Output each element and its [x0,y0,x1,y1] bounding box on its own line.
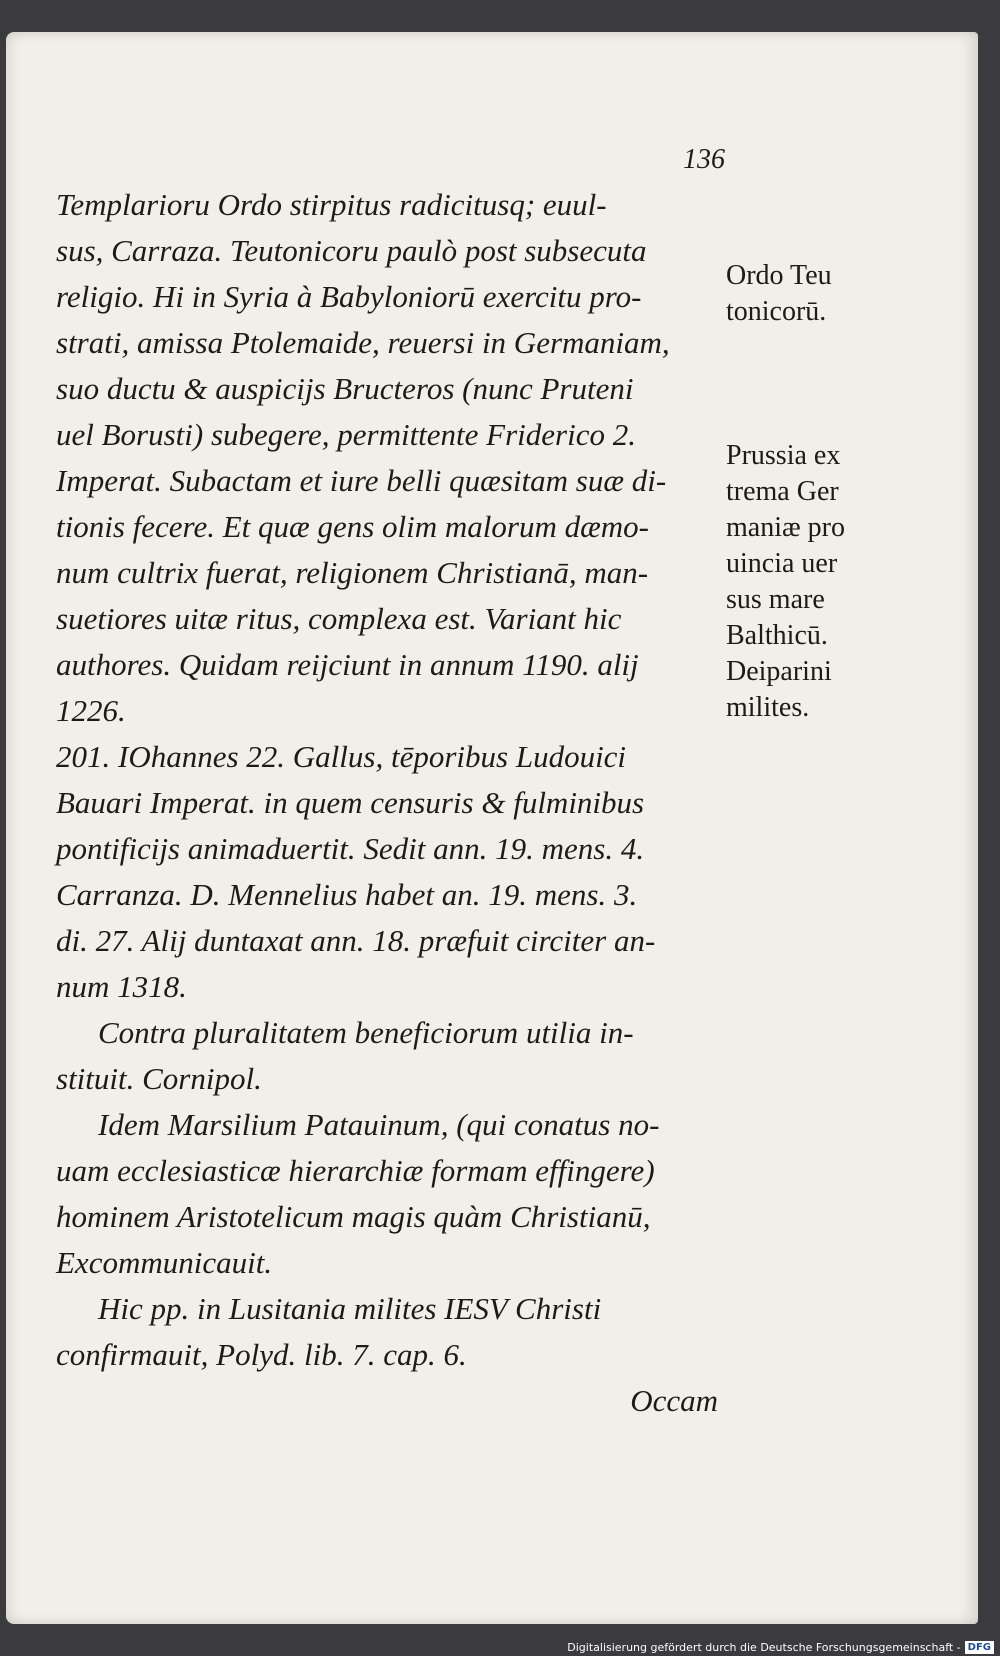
text-line: Hic pp. in Lusitania milites IESV Christi [98,1291,602,1326]
text-line: hominem Aristotelicum magis quàm Christianū, [56,1199,651,1234]
margin-note-line: sus mare [726,584,825,615]
margin-note-line: maniæ pro [726,512,845,543]
text-line: uel Borusti) subegere, permittente Friderico 2. [56,417,636,452]
text-line: Imperat. Subactam et iure belli quæsitam suæ di- [56,463,667,498]
text-line: Carranza. D. Mennelius habet an. 19. mens. 3. [56,877,638,912]
text-line: uam ecclesiasticæ hierarchiæ formam effingere) [56,1153,655,1188]
catchword: Occam [630,1383,718,1418]
text-line: confirmauit, Polyd. lib. 7. cap. 6. [56,1337,467,1372]
margin-note-teutonic-order [726,258,886,330]
margin-note-line: milites. [726,692,810,723]
text-line: suetiores uitæ ritus, complexa est. Variant hic [56,601,622,636]
text-line: num 1318. [56,969,187,1004]
margin-note-line: Deiparini [726,656,832,687]
text-line: Bauari Imperat. in quem censuris & fulminibus [56,785,645,820]
text-line: num cultrix fuerat, religionem Christianā, man- [56,555,649,590]
dfg-logo: DFG [965,1641,994,1654]
text-line: 1226. [56,693,126,728]
text-line: tionis fecere. Et quæ gens olim malorum dæmo- [56,509,649,544]
credit-text: Digitalisierung gefördert durch die Deutsche Forschungsgemeinschaft - [567,1641,961,1654]
text-line: di. 27. Alij duntaxat ann. 18. præfuit circiter an- [56,923,656,958]
margin-note-line: Balthicū. [726,620,828,651]
text-line: authores. Quidam reijciunt in annum 1190. alij [56,647,639,682]
text-line: 201. IOhannes 22. Gallus, tēporibus Ludouici [56,739,627,774]
digitization-credit [567,1641,994,1654]
page-number: 136 [683,144,725,175]
margin-note-line: uincia uer [726,548,838,579]
text-line: Templarioru Ordo stirpitus radicitusq; euul- [56,187,607,222]
text-line: religio. Hi in Syria à Babyloniorū exercitu pro- [56,279,642,314]
text-line: strati, amissa Ptolemaide, reuersi in Germaniam, [56,325,670,360]
main-text-block [56,182,718,1424]
text-line: stituit. Cornipol. [56,1061,262,1096]
margin-note-line: Ordo Teu [726,260,832,291]
margin-note-line: tonicorū. [726,296,827,327]
text-line: pontificijs animaduertit. Sedit ann. 19. mens. 4. [56,831,645,866]
margin-note-line: trema Ger [726,476,839,507]
text-line: Contra pluralitatem beneficiorum utilia in- [98,1015,634,1050]
text-line: sus, Carraza. Teutonicoru paulò post subsecuta [56,233,647,268]
text-line: Idem Marsilium Patauinum, (qui conatus no- [98,1107,660,1142]
margin-note-line: Prussia ex [726,440,841,471]
text-line: suo ductu & auspicijs Bructeros (nunc Pruteni [56,371,634,406]
margin-note-prussia [726,438,886,726]
text-line: Excommunicauit. [56,1245,273,1280]
book-page [6,32,978,1624]
